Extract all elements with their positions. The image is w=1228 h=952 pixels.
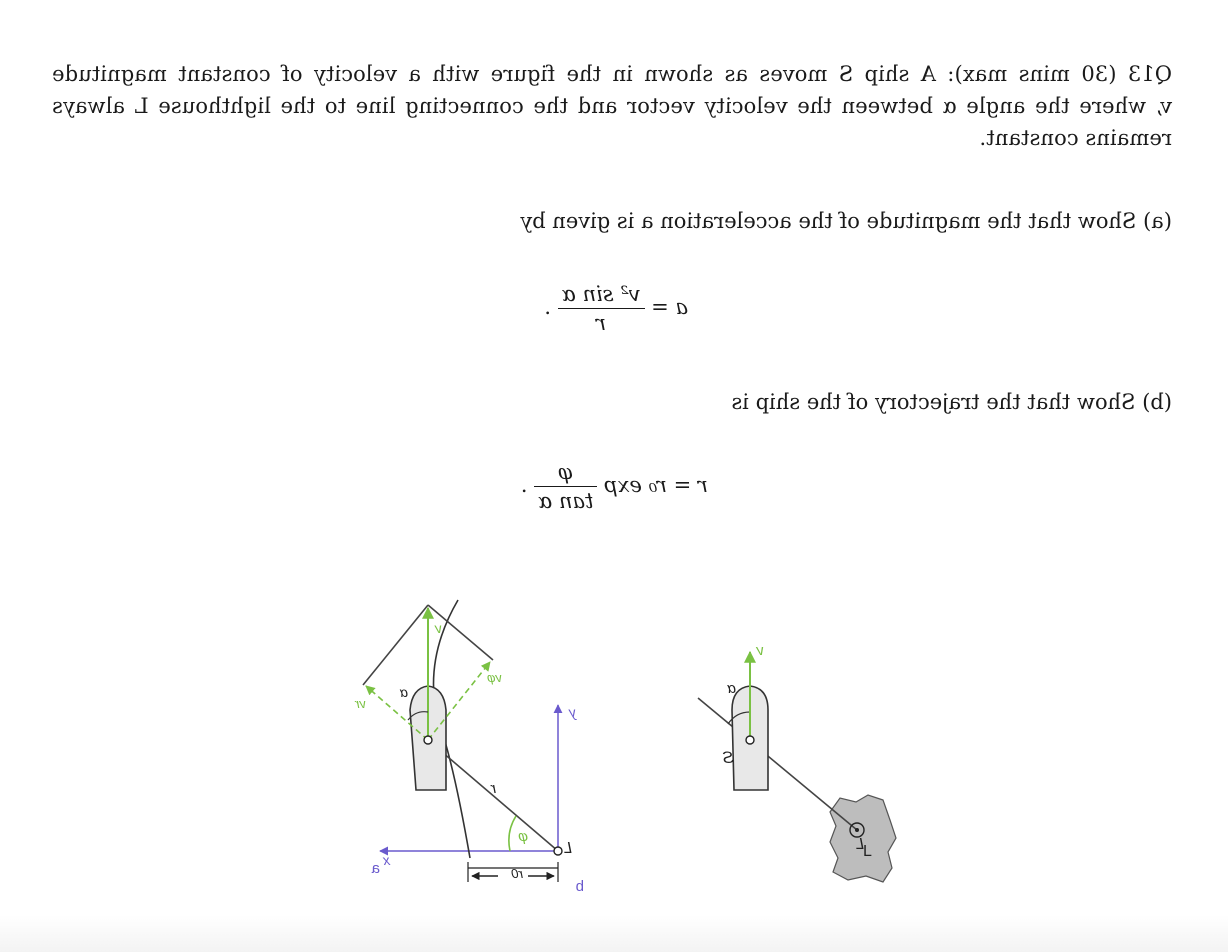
- equation-b-lhs: r = r₀ exp: [604, 473, 708, 497]
- question-line-3: remains constant.: [979, 126, 1172, 150]
- origin-lighthouse-b: [554, 847, 562, 855]
- panel-b-alpha-label: α: [400, 684, 408, 700]
- panel-a-tag: a: [371, 860, 380, 877]
- panel-b: [363, 600, 562, 882]
- question-line-1: Q13 (30 mins max): A ship S moves as shown in the figure with a velocity of constant magnitude: [52, 62, 1172, 86]
- bottom-shadow: [0, 915, 1228, 952]
- equation-b-period: .: [520, 473, 528, 497]
- panel-a-ship-label: S: [722, 748, 734, 767]
- vphi-label: vφ: [487, 670, 502, 685]
- x-axis-label: x: [383, 852, 390, 868]
- panel-a-alpha-label: α: [727, 680, 736, 697]
- panel-a-velocity-label: v: [756, 642, 764, 659]
- ship-center-a: [746, 736, 754, 744]
- panel-b-tag: b: [575, 878, 584, 895]
- r0-label: r0: [511, 866, 523, 881]
- phi-label: φ: [518, 828, 528, 845]
- part-a-prompt: (a) Show that the magnitude of the acceleration a is given by: [520, 209, 1172, 233]
- equation-b-numerator: φ: [534, 460, 597, 487]
- panel-a-L-label: L: [855, 836, 864, 853]
- y-axis-label: y: [569, 704, 576, 720]
- radius-label: r: [491, 780, 496, 797]
- equation-a-period: .: [544, 295, 551, 319]
- panel-b-L-label: L: [563, 840, 572, 857]
- equation-a-denominator: r: [596, 311, 607, 335]
- equation-b-denominator: tan α: [538, 489, 594, 513]
- question-line-2: v, where the angle α between the velocity vector and the connecting line to the lighthouse L always: [52, 94, 1172, 118]
- panel-a-lighthouse-label: L: [863, 843, 872, 860]
- vr-label: vr: [355, 696, 366, 711]
- equation-a-numerator: v² sin α: [558, 282, 645, 309]
- part-b-prompt: (b) Show that the trajectory of the ship is: [731, 390, 1172, 414]
- equation-a-lhs: a =: [651, 295, 688, 319]
- ship-center-b: [424, 736, 432, 744]
- panel-b-velocity-label: v: [435, 620, 442, 636]
